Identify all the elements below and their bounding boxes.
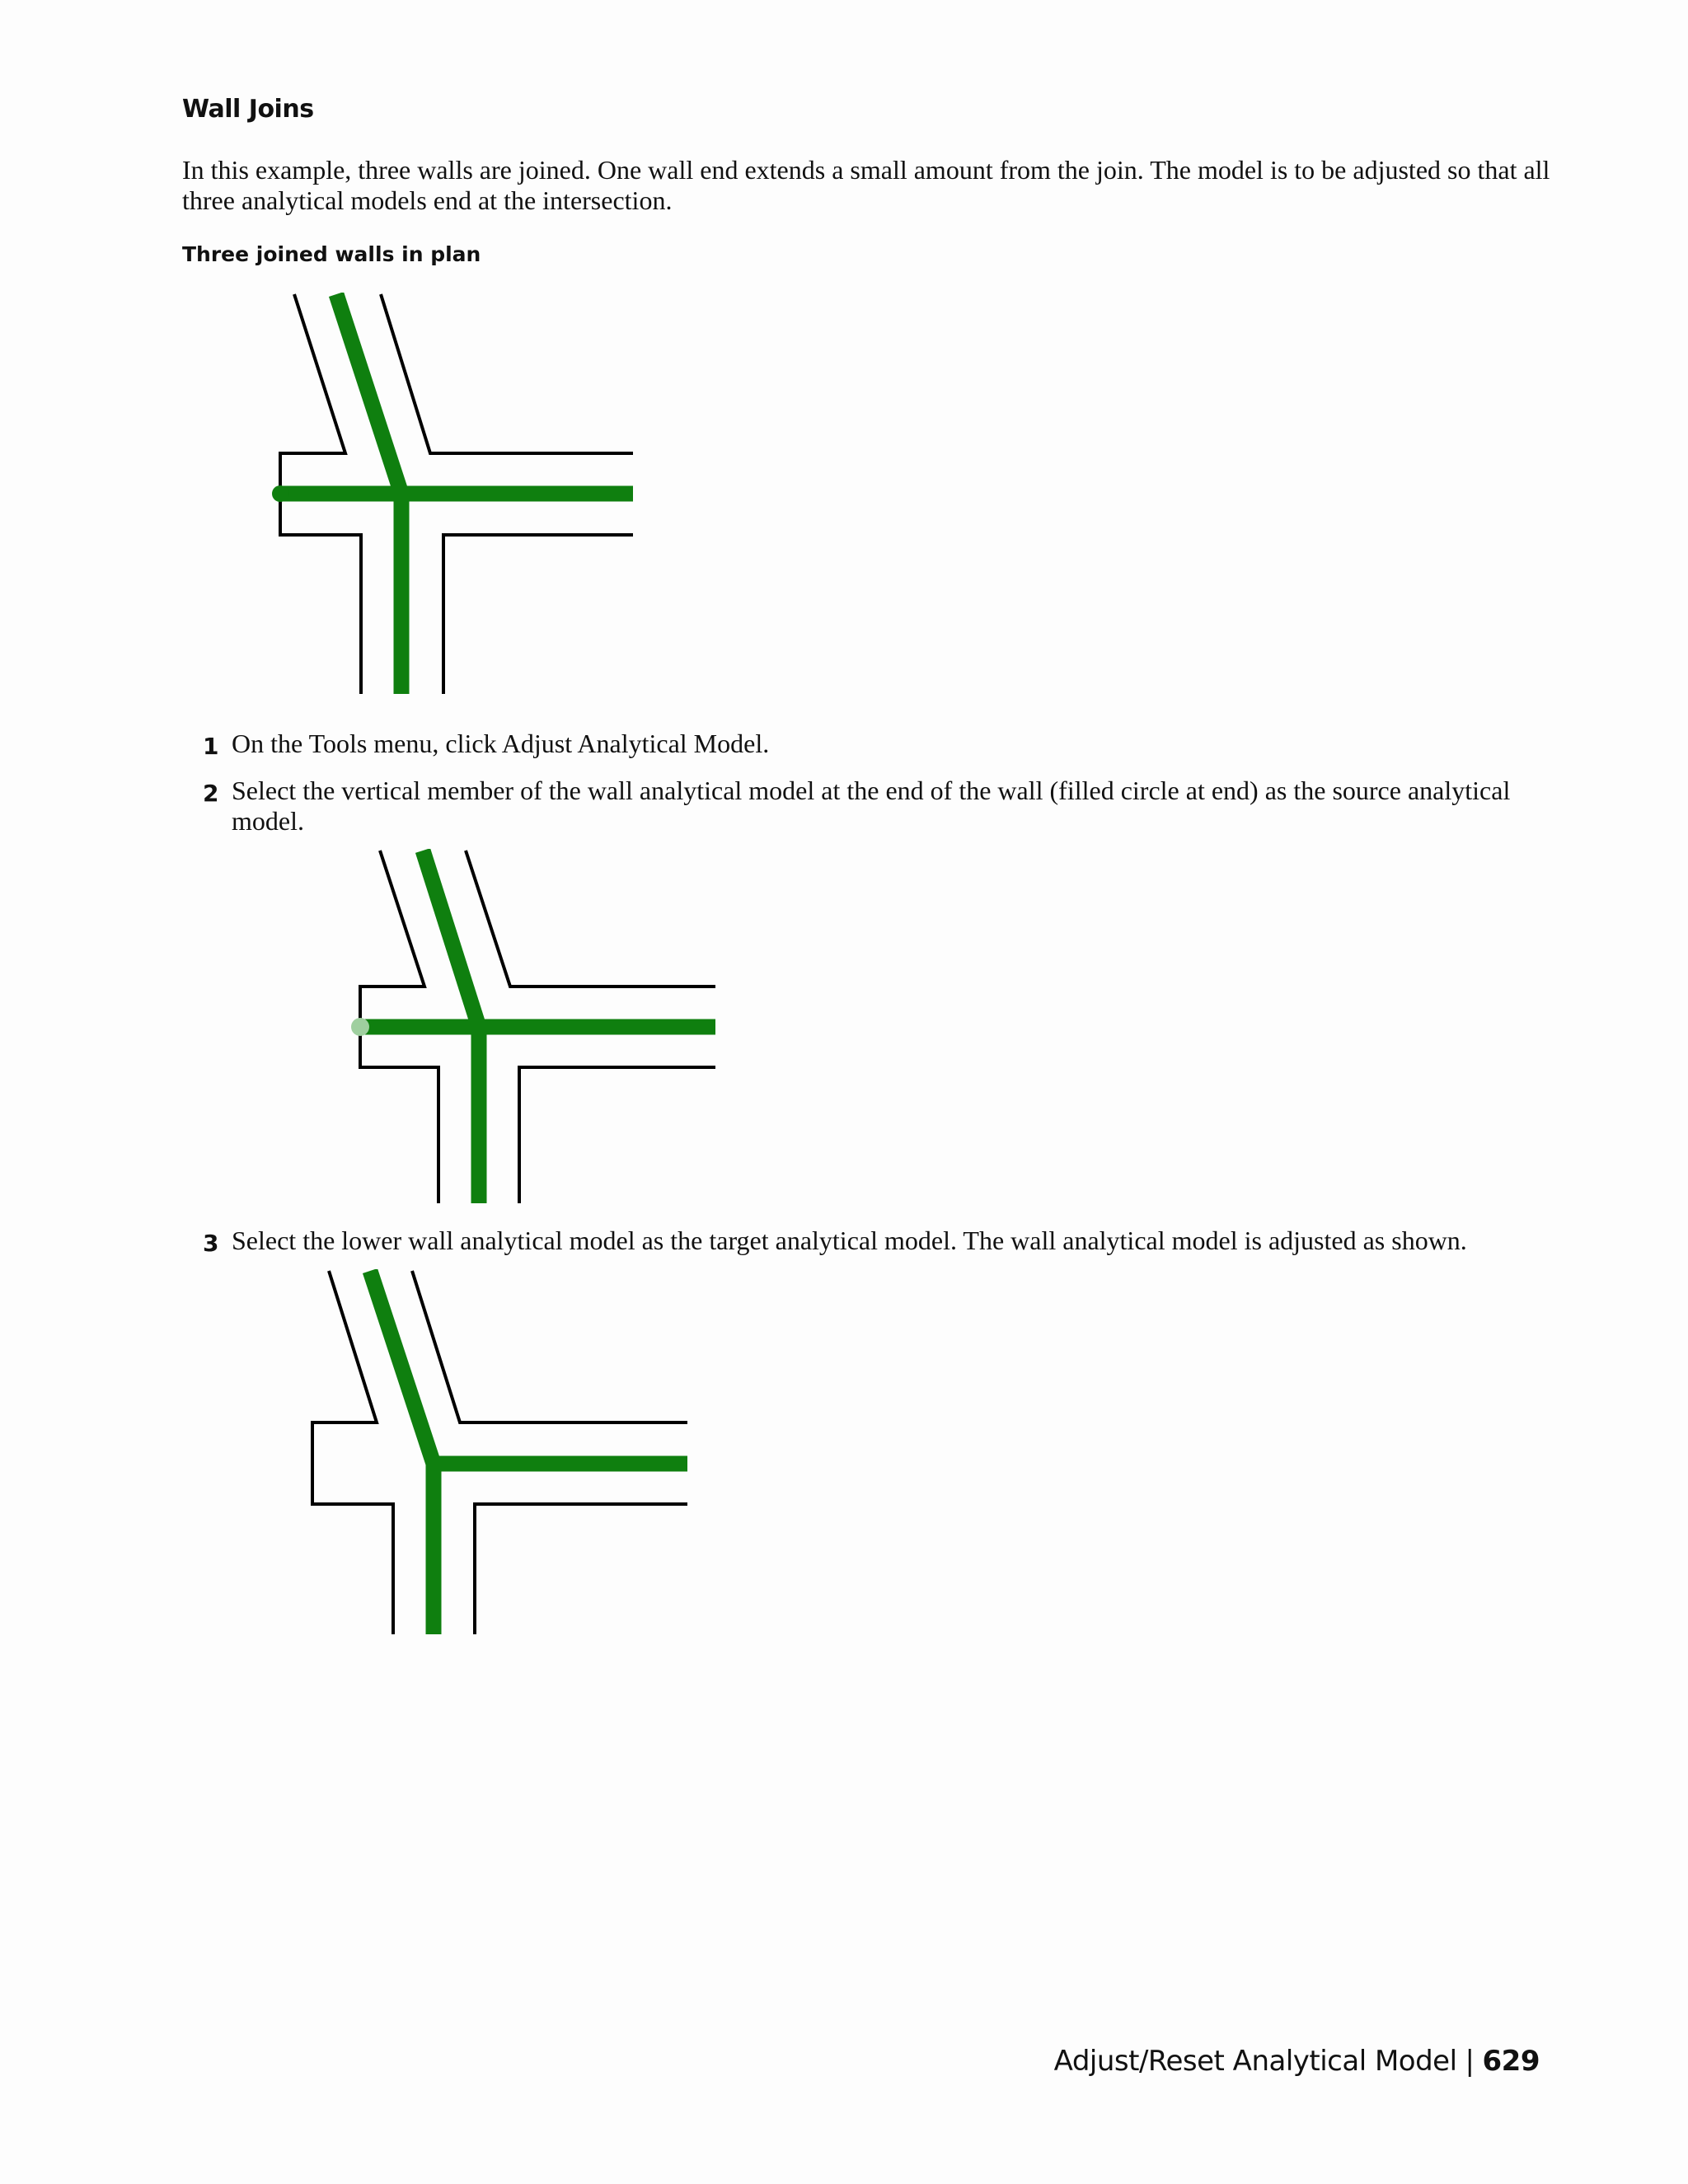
intro-paragraph: In this example, three walls are joined. One wall end extends a small amount from the join. The model is to be adjusted so that all three analytical models end at the intersection. [182, 155, 1550, 215]
figure-source-selected [350, 849, 717, 1205]
step-2-number: 2 [203, 780, 219, 807]
step-1-number: 1 [203, 733, 219, 760]
analytical-line-diagonal [370, 1271, 434, 1464]
figure-three-joined-walls [272, 293, 635, 696]
footer-title: Adjust/Reset Analytical Model [1053, 2045, 1457, 2078]
step-2-text: Select the vertical member of the wall analytical model at the end of the wall (filled circle at end) as the source analytical model. [232, 776, 1511, 836]
step-3-text: Select the lower wall analytical model as the target analytical model. The wall analytical model is adjusted as shown. [232, 1226, 1467, 1255]
section-heading: Wall Joins [182, 95, 314, 124]
analytical-line-diagonal [423, 851, 479, 1027]
wall-outline-lower-right [475, 1504, 687, 1634]
page-footer [1054, 2045, 1540, 2078]
selected-end-circle [351, 1018, 369, 1036]
wall-outline-diagonal-right [466, 851, 715, 987]
wall-outline-diagonal-right [412, 1271, 687, 1422]
figure-caption: Three joined walls in plan [182, 242, 481, 266]
wall-outline-lower-right [443, 535, 633, 694]
page-number: 629 [1482, 2045, 1540, 2078]
footer-separator: | [1465, 2045, 1475, 2078]
step-3-number: 3 [203, 1230, 219, 1257]
figure-adjusted-result [309, 1269, 690, 1637]
wall-outline-lower-right [519, 1067, 715, 1203]
wall-outline-diagonal-right [381, 294, 633, 453]
step-1-text: On the Tools menu, click Adjust Analytical Model. [232, 729, 770, 758]
analytical-end-filled-circle [272, 485, 288, 502]
